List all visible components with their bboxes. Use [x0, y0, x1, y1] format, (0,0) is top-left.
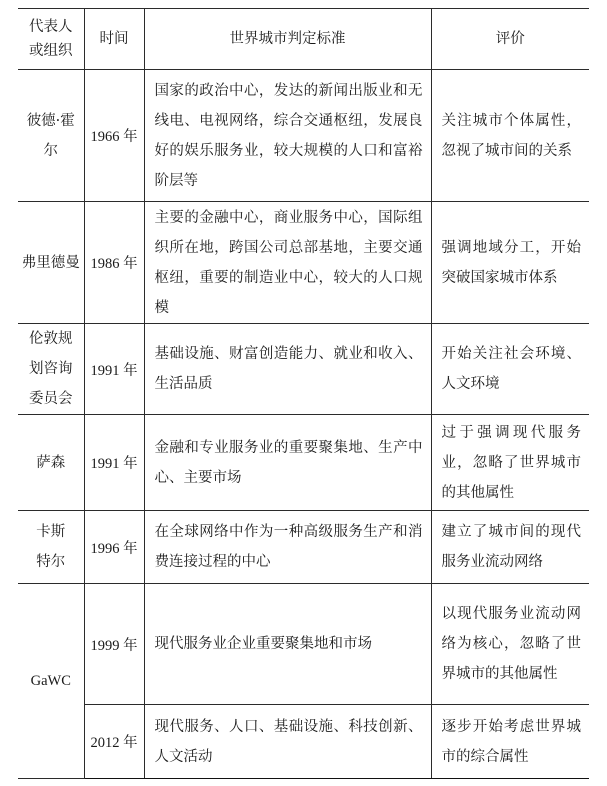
world-city-criteria-table	[18, 8, 589, 779]
table-row	[18, 70, 589, 202]
cell-criteria: 基础设施、财富创造能力、就业和收入、生活品质	[144, 324, 431, 415]
cell-representative: GaWC	[18, 584, 84, 779]
cell-time: 1999 年	[84, 584, 144, 705]
cell-representative: 伦敦规划咨询委员会	[18, 324, 84, 415]
cell-evaluation: 建立了城市间的现代服务业流动网络	[431, 511, 589, 584]
cell-representative: 萨森	[18, 415, 84, 511]
header-criteria: 世界城市判定标准	[144, 9, 431, 70]
cell-time: 2012 年	[84, 705, 144, 779]
cell-representative: 弗里德曼	[18, 202, 84, 324]
table-row	[18, 511, 589, 584]
cell-evaluation: 关注城市个体属性，忽视了城市间的关系	[431, 70, 589, 202]
cell-criteria: 金融和专业服务业的重要聚集地、生产中心、主要市场	[144, 415, 431, 511]
table-row	[18, 415, 589, 511]
cell-evaluation: 过于强调现代服务业，忽略了世界城市的其他属性	[431, 415, 589, 511]
table-row	[18, 584, 589, 705]
cell-time: 1991 年	[84, 415, 144, 511]
cell-criteria: 现代服务、人口、基础设施、科技创新、人文活动	[144, 705, 431, 779]
cell-criteria: 在全球网络中作为一种高级服务生产和消费连接过程的中心	[144, 511, 431, 584]
table-header-row	[18, 9, 589, 70]
cell-time: 1996 年	[84, 511, 144, 584]
cell-evaluation: 逐步开始考虑世界城市的综合属性	[431, 705, 589, 779]
cell-time: 1966 年	[84, 70, 144, 202]
cell-criteria: 现代服务业企业重要聚集地和市场	[144, 584, 431, 705]
table-row	[18, 324, 589, 415]
cell-criteria: 主要的金融中心，商业服务中心，国际组织所在地，跨国公司总部基地，主要交通枢纽，重要的制造业中心，较大的人口规模	[144, 202, 431, 324]
header-representative: 代表人或组织	[18, 9, 84, 70]
cell-time: 1986 年	[84, 202, 144, 324]
cell-representative: 卡斯特尔	[18, 511, 84, 584]
cell-evaluation: 以现代服务业流动网络为核心，忽略了世界城市的其他属性	[431, 584, 589, 705]
header-time: 时间	[84, 9, 144, 70]
cell-time: 1991 年	[84, 324, 144, 415]
table-row	[18, 202, 589, 324]
header-evaluation: 评价	[431, 9, 589, 70]
table-row	[18, 705, 589, 779]
cell-evaluation: 开始关注社会环境、人文环境	[431, 324, 589, 415]
cell-representative: 彼德·霍尔	[18, 70, 84, 202]
cell-evaluation: 强调地域分工，开始突破国家城市体系	[431, 202, 589, 324]
cell-criteria: 国家的政治中心，发达的新闻出版业和无线电、电视网络，综合交通枢纽，发展良好的娱乐服务业，较大规模的人口和富裕阶层等	[144, 70, 431, 202]
